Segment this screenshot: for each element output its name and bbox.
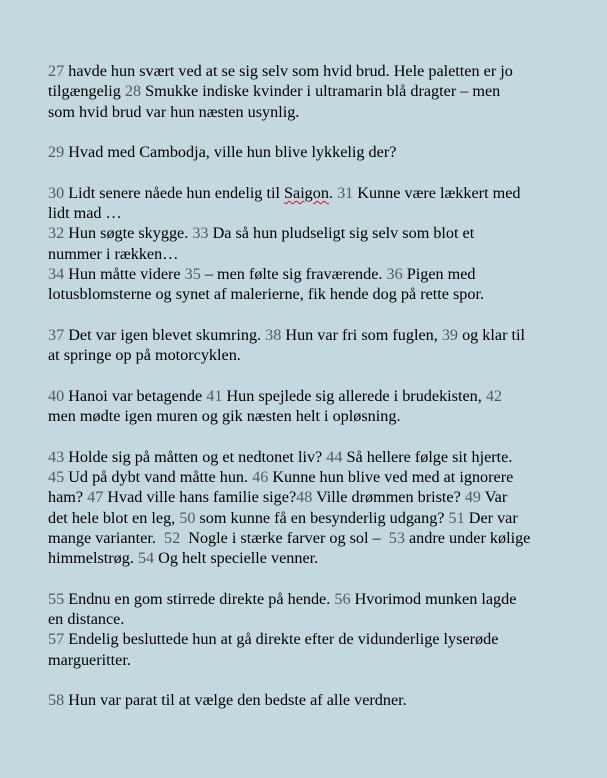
text-line xyxy=(48,102,578,122)
paragraph xyxy=(48,589,578,670)
text-run: andre under kølige xyxy=(404,528,531,547)
text-run: Ville drømmen briste? xyxy=(312,488,465,507)
verse-number: 49 xyxy=(464,488,481,507)
text-line xyxy=(48,650,578,670)
text-run: som kunne få en besynderlig udgang? xyxy=(195,508,449,527)
verse-number: 30 xyxy=(48,183,65,202)
text-run: en distance. xyxy=(48,610,125,629)
text-run: Lidt senere nåede hun endelig til xyxy=(64,183,284,202)
verse-number: 51 xyxy=(448,508,465,527)
verse-number: 38 xyxy=(265,325,282,344)
text-run: Kunne hun blive ved med at ignorere xyxy=(268,467,514,486)
text-run: det hele blot en leg, xyxy=(48,508,180,527)
text-run: Pigen med xyxy=(402,264,476,283)
text-run: himmelstrøg. xyxy=(48,549,138,568)
text-run: Nogle i stærke farver og sol – xyxy=(180,528,389,547)
text-line xyxy=(48,284,578,304)
verse-number: 42 xyxy=(485,386,503,405)
verse-number: 46 xyxy=(252,467,269,486)
text-run: Det var igen blevet skumring. xyxy=(64,325,266,344)
verse-number: 34 xyxy=(48,264,65,283)
document-body xyxy=(48,61,578,731)
verse-number: 37 xyxy=(48,325,65,344)
text-run: Hvad ville hans familie sige? xyxy=(103,488,297,507)
verse-number: 45 xyxy=(48,467,65,486)
text-run: men mødte igen muren og gik næsten helt i opløsning. xyxy=(48,407,401,426)
text-line xyxy=(48,528,578,548)
text-run: Hanoi var betagende xyxy=(64,386,207,405)
verse-number: 39 xyxy=(441,325,459,344)
text-line xyxy=(48,244,578,264)
text-line xyxy=(48,183,578,203)
text-run: tilgængelig xyxy=(48,82,125,101)
text-line xyxy=(48,406,578,426)
text-line xyxy=(48,447,578,467)
verse-number: 41 xyxy=(206,386,223,405)
paragraph xyxy=(48,690,578,710)
text-run: Var xyxy=(481,488,508,507)
text-run: Der var xyxy=(464,508,518,527)
text-run: Hvorimod munken lagde xyxy=(350,589,517,608)
text-line xyxy=(48,487,578,507)
text-run: margueritter. xyxy=(48,650,131,669)
paragraph xyxy=(48,447,578,569)
text-run: som hvid brud var hun næsten usynlig. xyxy=(48,102,300,121)
verse-number: 29 xyxy=(48,143,65,162)
text-run: Og helt specielle venner. xyxy=(154,549,319,568)
verse-number: 48 xyxy=(296,488,313,507)
text-run: Hun spejlede sig allerede i brudekisten, xyxy=(222,386,486,405)
text-run: nummer i rækken… xyxy=(48,244,179,263)
text-run: ham? xyxy=(48,488,88,507)
text-run: Endnu en gom stirrede direkte på hende. xyxy=(64,589,335,608)
text-line xyxy=(48,609,578,629)
verse-number: 32 xyxy=(48,224,65,243)
verse-number: 58 xyxy=(48,691,65,710)
text-run: havde hun svært ved at se sig selv som hvid brud. Hele paletten er jo xyxy=(64,62,513,80)
text-run: . xyxy=(328,183,338,202)
text-line xyxy=(48,548,578,568)
text-run: Ud på dybt vand måtte hun. xyxy=(64,467,253,486)
text-line xyxy=(48,345,578,365)
text-run: Endelig besluttede hun at gå direkte efter de vidunderlige lyserøde xyxy=(64,630,499,649)
text-line xyxy=(48,81,578,101)
text-run: Hun måtte videre xyxy=(64,264,185,283)
text-line xyxy=(48,325,578,345)
text-line xyxy=(48,690,578,710)
verse-number: 43 xyxy=(48,447,65,466)
verse-number: 28 xyxy=(124,82,142,101)
text-line xyxy=(48,629,578,649)
verse-number: 27 xyxy=(48,62,65,80)
text-line xyxy=(48,386,578,406)
verse-number: 55 xyxy=(48,589,65,608)
paragraph xyxy=(48,61,578,122)
verse-number: 40 xyxy=(48,386,65,405)
verse-number: 33 xyxy=(192,224,209,243)
verse-number: 53 xyxy=(388,528,405,547)
text-line xyxy=(48,589,578,609)
paragraph xyxy=(48,386,578,427)
verse-number: 54 xyxy=(137,549,155,568)
text-run: Holde sig på måtten og et nedtonet liv? xyxy=(64,447,327,466)
text-run: Hun søgte skygge. xyxy=(64,224,193,243)
verse-number: 44 xyxy=(326,447,343,466)
text-run: Da så hun pludseligt sig selv som blot et xyxy=(208,224,475,243)
text-run: og klar til xyxy=(458,325,526,344)
text-run: Så hellere følge sit hjerte. xyxy=(342,447,513,466)
text-run: Smukke indiske kvinder i ultramarin blå dragter – men xyxy=(141,82,501,101)
text-line xyxy=(48,223,578,243)
text-run: Hvad med Cambodja, ville hun blive lykkelig der? xyxy=(64,143,397,162)
text-line xyxy=(48,203,578,223)
text-run: Hun var fri som fuglen, xyxy=(281,325,442,344)
text-line xyxy=(48,467,578,487)
verse-number: 31 xyxy=(337,183,354,202)
text-line xyxy=(48,142,578,162)
verse-number: 47 xyxy=(87,488,104,507)
text-run: Hun var parat til at vælge den bedste af alle verdner. xyxy=(64,691,407,710)
verse-number: 57 xyxy=(48,630,65,649)
text-run: mange varianter. xyxy=(48,528,164,547)
paragraph xyxy=(48,325,578,366)
verse-number: 56 xyxy=(334,589,351,608)
paragraph xyxy=(48,183,578,305)
verse-number: 52 xyxy=(163,528,181,547)
text-line xyxy=(48,508,578,528)
text-run: – men følte sig fraværende. xyxy=(200,264,387,283)
text-run: lotusblomsterne og synet af malerierne, fik hende dog på rette spor. xyxy=(48,285,485,304)
text-line xyxy=(48,264,578,284)
verse-number: 35 xyxy=(184,264,201,283)
spellcheck-flagged-word: Saigon xyxy=(284,183,329,202)
verse-number: 50 xyxy=(179,508,196,527)
text-line xyxy=(48,61,578,81)
verse-number: 36 xyxy=(386,264,403,283)
text-run: at springe op på motorcyklen. xyxy=(48,346,241,365)
text-run: Kunne være lækkert med xyxy=(353,183,521,202)
paragraph xyxy=(48,142,578,162)
text-run: lidt mad … xyxy=(48,204,122,223)
